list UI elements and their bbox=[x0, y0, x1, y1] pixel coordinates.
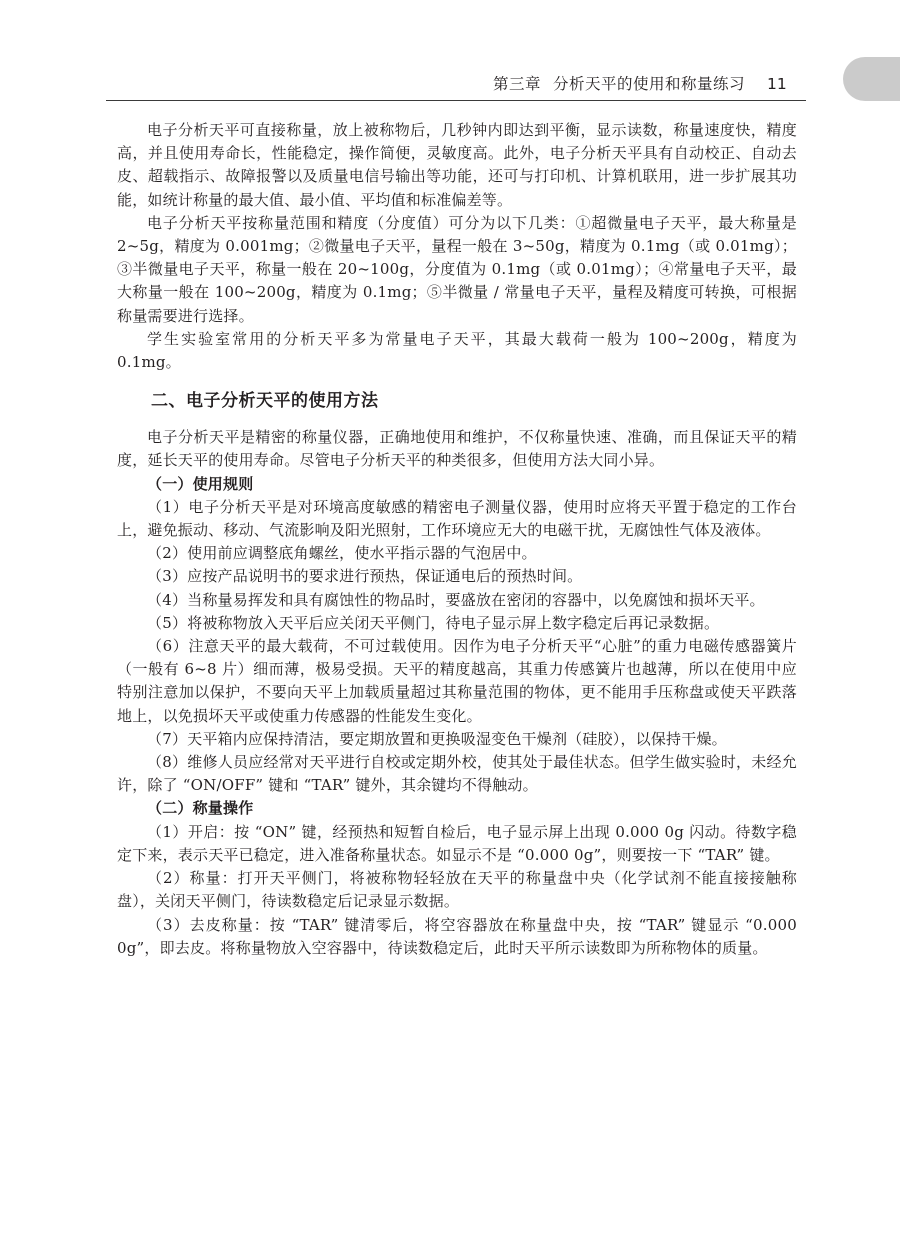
chapter-label: 第三章 bbox=[493, 75, 542, 93]
subsection-heading: （二）称量操作 bbox=[147, 799, 254, 818]
paragraph: 电子分析天平按称量范围和精度（分度值）可分为以下几类：①超微量电子天平，最大称量是 2~5g，精度为 0.001mg；②微量电子天平，量程一般在 3~50g，精度为 0.1mg（或 0.01mg）；③半微量电子天平，称量一般在 20~100g，分度值为 0.1mg（或 0.01mg）；④常量电子天平，最大称量一般在 100~200g，精度为 0.1mg；⑤半微量 / 常量电子天平，量程及精度可转换，可根据称量需要进行选择。 bbox=[117, 213, 797, 325]
subsection-heading: （一）使用规则 bbox=[147, 474, 254, 493]
list-item: （4）当称量易挥发和具有腐蚀性的物品时，要盛放在密闭的容器中，以免腐蚀和损坏天平。 bbox=[147, 590, 765, 609]
list-item: （1）电子分析天平是对环境高度敏感的精密电子测量仪器，使用时应将天平置于稳定的工作台上，避免振动、移动、气流影响及阳光照射，工作环境应无大的电磁干扰，无腐蚀性气体及液体。 bbox=[117, 497, 797, 540]
list-item: （6）注意天平的最大载荷，不可过载使用。因作为电子分析天平“心脏”的重力电磁传感器簧片（一般有 6~8 片）细而薄，极易受损。天平的精度越高，其重力传感簧片也越薄，所以在使用中应特别注意加以保护，不要向天平上加载质量超过其称量范围的物体，更不能用手压称盘或使天平跌落地上，以免损坏天平或使重力传感器的性能发生变化。 bbox=[117, 637, 797, 725]
page-edge-tab bbox=[843, 57, 900, 101]
list-item: （3）应按产品说明书的要求进行预热，保证通电后的预热时间。 bbox=[147, 567, 583, 586]
page-body bbox=[117, 119, 797, 960]
header-rule bbox=[106, 100, 806, 101]
list-item: （8）维修人员应经常对天平进行自校或定期外校，使其处于最佳状态。但学生做实验时，未经允许，除了 “ON/OFF” 键和 “TAR” 键外，其余键均不得触动。 bbox=[117, 753, 797, 795]
list-item: （2）称量：打开天平侧门，将被称物轻轻放在天平的称量盘中央（化学试剂不能直接接触称盘），关闭天平侧门，待读数稳定后记录显示数据。 bbox=[117, 869, 797, 911]
list-item: （1）开启：按 “ON” 键，经预热和短暂自检后，电子显示屏上出现 0.000 0g 闪动。待数字稳定下来，表示天平已稳定，进入准备称量状态。如显示不是 “0.000 0g”，则要按一下 “TAR” 键。 bbox=[117, 822, 797, 864]
list-item: （2）使用前应调整底角螺丝，使水平指示器的气泡居中。 bbox=[147, 544, 537, 563]
section-heading: 二、电子分析天平的使用方法 bbox=[151, 391, 379, 412]
paragraph: 电子分析天平是精密的称量仪器，正确地使用和维护，不仅称量快速、准确，而且保证天平的精度，延长天平的使用寿命。尽管电子分析天平的种类很多，但使用方法大同小异。 bbox=[117, 428, 797, 470]
running-header bbox=[493, 71, 787, 97]
paragraph: 学生实验室常用的分析天平多为常量电子天平，其最大载荷一般为 100~200g，精度为 0.1mg。 bbox=[117, 329, 797, 372]
list-item: （3）去皮称量：按 “TAR” 键清零后，将空容器放在称量盘中央，按 “TAR” 键显示 “0.000 0g”，即去皮。将称量物放入空容器中，待读数稳定后，此时天平所示读数即为所称物体的质量。 bbox=[117, 915, 797, 957]
page-number: 11 bbox=[767, 75, 787, 93]
list-item: （5）将被称物放入天平后应关闭天平侧门，待电子显示屏上数字稳定后再记录数据。 bbox=[147, 613, 720, 632]
chapter-title: 分析天平的使用和称量练习 bbox=[553, 75, 746, 93]
paragraph: 电子分析天平可直接称量，放上被称物后，几秒钟内即达到平衡，显示读数，称量速度快，精度高，并且使用寿命长，性能稳定，操作简便，灵敏度高。此外，电子分析天平具有自动校正、自动去皮、超载指示、故障报警以及质量电信号输出等功能，还可与打印机、计算机联用，进一步扩展其功能，如统计称量的最大值、最小值、平均值和标准偏差等。 bbox=[117, 121, 797, 209]
list-item: （7）天平箱内应保持清洁，要定期放置和更换吸湿变色干燥剂（硅胶），以保持干燥。 bbox=[147, 729, 727, 748]
